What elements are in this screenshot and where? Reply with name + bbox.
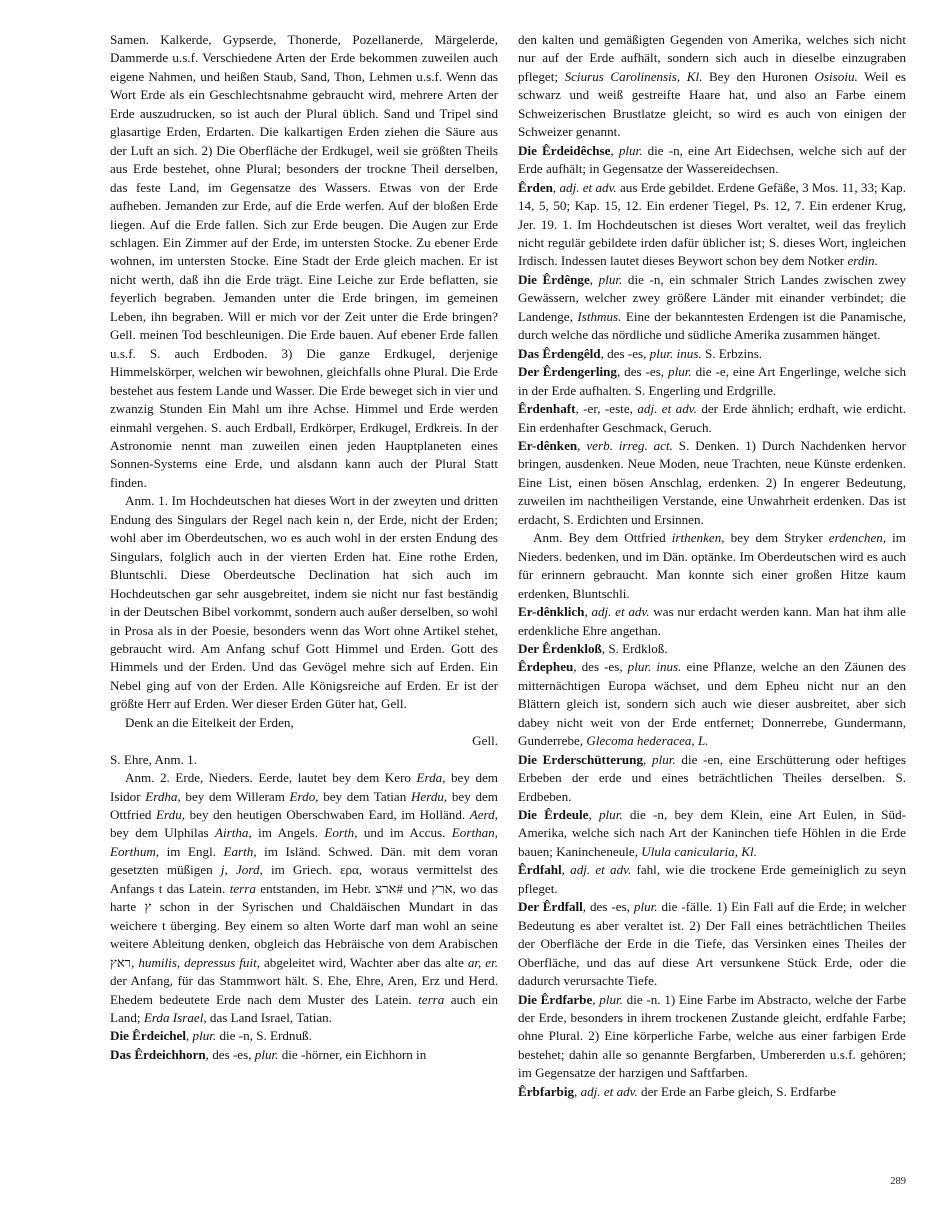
headword: Er-dênken: [518, 437, 578, 453]
paragraph-anm-1: Anm. 1. Im Hochdeutschen hat dieses Wort in der zweyten und dritten Endung des Singulars der Regel nach kein n, der Erde, nicht der Erden; wohl aber im Oberdeutschen, wo es auch wohl in der ersten Endung des Singulars, folglich auch in der vierten Erden hat. Eine rothe Erden, Bluntschli. Diese Oberdeutsche Declination hat sich auch im Hochdeutschen gar sehr ausgebreitet, indem sie nicht nur fast beständig in der Deutschen Bibel vorkommt, sondern auch außer derselben, so wohl in Prosa als in der Poesie, besonders wenn das Wort ohne Artikel stehet, gebraucht wird. Am Anfang schuf Gott Himmel und Erden. Gott des Himmels und der Erden. Und das Gevögel mehre sich auf Erden. Ein Nebel ging auf von der Erden. Alle Königsreiche auf Erden. Er ist der größte Herr auf Erden. Wer dieser Erden Güter hat, Gell.: [110, 493, 498, 712]
headword: Die Êrdênge: [518, 271, 590, 287]
entry-erdeule: Die Êrdeule, plur. die -n, bey dem Klein, eine Art Eulen, in Süd-Amerika, welche sich nach Art der Kaninchen tiefe Höhlen in die Erde bauen; Kanincheneule, Ulula canicularia, Kl.: [518, 807, 907, 859]
entry-erdfarbe: Die Êrdfarbe, plur. die -n. 1) Eine Farbe im Abstracto, welche der Farbe der Erde, besonders in ihrem trockenen Zustande gleicht, erdfahle Farbe; ohne Plural. 2) Eine körperliche Farbe, welche aus einer farbigen Erde bestehet; dahin alle so genannte Bergfarben, Umbererden u.s.f. gehören; im Gegensatze der harzigen und Saftfarben.: [518, 991, 907, 1081]
headword: Êrdepheu: [518, 659, 574, 675]
paragraph-erde-meanings: Samen. Kalkerde, Gypserde, Thonerde, Pozellanerde, Märgelerde, Dammerde u.s.f. Verschiedene Arten der Erde bekommen zuweilen auch eigene Nahmen, und heißen Staub, Sand, Thon, Lehmen u.s.f. Wenn das Wort Erde als ein Geschlechtsnahme gebraucht wird, mehrere Arten der Erde auszudrucken, so ist auch der Plural üblich. Sand und Tripel sind glasartige Erden, Erdarten. Die kalkartigen Erden ziehen die Säure aus der Luft an sich. 2) Die Oberfläche der Erdkugel, weil sie größten Theils aus Erde bestehet, ohne Plural; besonders der trockne Theil derselben, das feste Land, im Gegensatze des Wassers. Etwas von der Erde aufheben. Jemanden zur Erde, auf die Erde werfen. Auf der bloßen Erde liegen. Auf die Erde fallen. Sich zur Erde beugen. Die Augen zur Erde schlagen. Ein Zimmer auf der Erde, im untersten Stocke. Zu ebener Erde wohnen, im untersten Stocke. Eine Stadt der Erde gleich machen. Er ist nicht werth, daß ihn die Erde trägt. Eine Leiche zur Erde beflatten, sie feyerlich begraben. Jemanden unter die Erde bringen, im gemeinen Leben, ihn begraben. Will er mich vor der Zeit unter die Erde bringen? Gell. meinen Tod beschleunigen. Die Erde bauen. Auf ebener Erde fallen u.s.f. S. auch Erdboden. 3) Die ganze Erdkugel, derjenige Himmelskörper, welchen wir bewohnen, gleichfalls ohne Plural. Die Erde bestehet aus festem Lande und Wasser. Die Erde beweget sich in vier und zwanzig Stunden Ein Mahl um ihre Achse. Himmel und Erde werden einmahl vergehen. S. auch Erdball, Erdkörper, Erdkugel, Erdkreis. In der Astronomie nennt man zuweilen einen jeden Hauptplaneten eines Sonnen-Systems eine Erde, und alsdann kann auch der Plural Statt finden.: [110, 32, 498, 490]
headword: Er-dênklich: [518, 604, 585, 620]
entry-erdeichel: Die Êrdeichel, plur. die -n, S. Erdnuß.: [110, 1028, 312, 1044]
entry-erdeichhorn-continued: den kalten und gemäßigten Gegenden von Amerika, welches sich nicht nur auf der Erde aufhält, sondern sich auch in dieselbe einzugraben pfleget; Sciurus Carolinensis, Kl. Bey den Huronen Osisoiu. Weil es schwarz und weiß gestreifte Haare hat, und also an Farbe einem Schweizerischen Brustlatze gleicht, so wird es auch von einigen der Schweizer genannt.: [518, 32, 906, 140]
headword: Êrbfarbig: [518, 1083, 575, 1099]
headword: Die Êrdeule: [518, 807, 589, 823]
entry-erdenken-anm: Anm. Bey dem Ottfried irthenken, bey dem Stryker erdenchen, im Nieders. bedenken, und im Dän. optänke. Im Oberdeutschen wird es auch für erinnern gebraucht. Man konnte sich einer großen Hitze kaum erdenken, Bluntschli.: [518, 530, 906, 601]
headword: Der Êrdengerling: [518, 364, 617, 380]
entry-erdenklich: Er-dênklich, adj. et adv. was nur erdacht werden kann. Man hat ihm alle erdenkliche Ehre angethan.: [518, 604, 906, 638]
entry-erderschuetterung: Die Erderschütterung, plur. die -en, eine Erschütterung oder heftiges Erbeben der erde und eines beträchtlichen Theiles derselben. S. Erdbeben.: [518, 751, 906, 804]
headword: Der Êrdfall: [518, 899, 583, 915]
entry-erdenken: Er-dênken, verb. irreg. act. S. Denken. 1) Durch Nachdenken hervor bringen, ausdenken. Neue Moden, neue Trachten, neue Künste erdenken. Eine List, einen bösen Anschlag, erdenken. 2) In engerer Bedeutung, zuweilen im nachtheiligen Verstande, eine Unwahrheit erdenken. Das ist erdacht, S. Erdichten und Ersinnen.: [518, 437, 907, 527]
headword: Das Êrdengêld: [518, 345, 601, 361]
entry-erdfarbig: Êrbfarbig, adj. et adv. der Erde an Farbe gleich, S. Erdfarbe: [518, 1083, 836, 1099]
paragraph-anm-2: Anm. 2. Erde, Nieders. Eerde, lautet bey dem Kero Erda, bey dem Isidor Erdha, bey dem Willeram Erdo, bey dem Tatian Herdu, bey dem Ottfried Erdu, bey den heutigen Oberschwaben Eard, im Holländ. Aerd, bey dem Ulphilas Airtha, im Angels. Eorth, und im Accus. Eorthan, Eorthum, im Engl. Earth, im Isländ. Schwed. Dän. mit dem voran gesetzten müßigen j, Jord, im Griech. ερα, woraus vermittelst des Anfangs t das Latein. terra entstanden, im Hebr. ארצ# und ארץ, wo das harte ץ schon in der Syrischen und Chaldäischen Mundart in das weichere t überging. Bey einem so alten Worte darf man wohl an seine weitere Ableitung denken, obgleich das Hebräische von dem Arabischen ראץ, humilis, depressus fuit, abgeleitet wird, Wachter aber das alte ar, er. der Anfang, für das Stammwort hält. S. Ehe, Ehre, Aren, Erz und Herd. Ehedem bedeutete Erde nach dem Muster des Latein. terra auch ein Land; Erda Israel, das Land Israel, Tatian.: [110, 770, 498, 1026]
verse-source: Gell.: [472, 733, 498, 749]
headword: Die Êrdeichel: [110, 1028, 186, 1044]
entry-erdenge: Die Êrdênge, plur. die -n, ein schmaler Strich Landes zwischen zwey Gewässern, welcher zwey größere Länder mit einander verbindet; die Landenge, Isthmus. Eine der bekanntesten Erdengen ist die Panamische, durch welche das nördliche und südliche Amerika zusammen hänget.: [518, 271, 906, 343]
cross-reference: S. Ehre, Anm. 1.: [110, 751, 197, 767]
entry-erden: Êrden, adj. et adv. aus Erde gebildet. Erdene Gefäße, 3 Mos. 11, 33; Kap. 14, 5, 50; Kap. 15, 12. Ein erdener Tiegel, Ps. 12, 7. Ein erdener Krug, Jer. 19. 1. Im Hochdeutschen ist dieses Wort veraltet, weil das freylich nicht regulär gebildete irden dafür üblicher ist; S. dieses Wort, ingleichen Irdisch. Indessen lautet dieses Beywort schon bey dem Notker erdin.: [518, 179, 906, 269]
entry-erdfahl: Êrdfahl, adj. et adv. fahl, wie die trockene Erde gemeiniglich zu seyn pfleget.: [518, 862, 907, 896]
entry-erdepheu: Êrdepheu, des -es, plur. inus. eine Pflanze, welche an den Zäunen des mitternächtigen Europa wächset, und dem Epheu nicht nur an den Blättern gleich ist, sondern sich auch wie dieser ausbreitet, aber sich dabey nicht weit von der Erde entfernet; Donnerrebe, Gundermann, Gunderrebe, Glecoma hederacea, L.: [518, 659, 906, 749]
entry-erdeidechse: Die Êrdeidêchse, plur. die -n, eine Art Eidechsen, welche sich auf der Erde aufhält; in Gegensatze der Wassereidechsen.: [518, 142, 906, 177]
headword: Das Êrdeichhorn: [110, 1046, 206, 1062]
headword: Die Êrdfarbe: [518, 991, 593, 1007]
entry-erdenhaft: Êrdenhaft, -er, -este, adj. et adv. der Erde ähnlich; erdhaft, wie erdicht. Ein erdenhafter Geschmack, Geruch.: [518, 401, 906, 435]
verse-quote: Denk an die Eitelkeit der Erden,: [125, 714, 294, 730]
headword: Der Êrdenkloß: [518, 640, 602, 656]
entry-erdengeld: Das Êrdengêld, des -es, plur. inus. S. Erbzins.: [518, 345, 763, 361]
entry-erdengerling: Der Êrdengerling, des -es, plur. die -e, eine Art Engerlinge, welche sich in der Erde aufhalten. S. Engerling und Erdgrille.: [518, 364, 907, 398]
entry-erdenkloss: Der Êrdenkloß, S. Erdkloß.: [518, 640, 668, 656]
headword: Êrdfahl: [518, 862, 562, 878]
entry-erdeichhorn: Das Êrdeichhorn, des -es, plur. die -hörner, ein Eichhorn in: [110, 1046, 427, 1062]
page-number: 289: [890, 1176, 906, 1187]
headword: Die Erderschütterung: [518, 751, 644, 767]
headword: Êrdenhaft: [518, 401, 576, 417]
entry-erdfall: Der Êrdfall, des -es, plur. die -fälle. 1) Ein Fall auf die Erde; in welcher Bedeutung es aber veraltet ist. 2) Der Fall eines beträchtlichen Theiles der Oberfläche der Erde in die Tiefe, das Versinken eines Theiles der Oberfläche, und das auf diese Art versunkene Stück Erde, oder die dadurch verursachte Tiefe.: [518, 899, 906, 989]
right-column: [518, 31, 906, 1101]
left-column: [110, 31, 498, 1064]
headword: Êrden: [518, 179, 553, 195]
headword: Die Êrdeidêchse: [518, 142, 611, 158]
